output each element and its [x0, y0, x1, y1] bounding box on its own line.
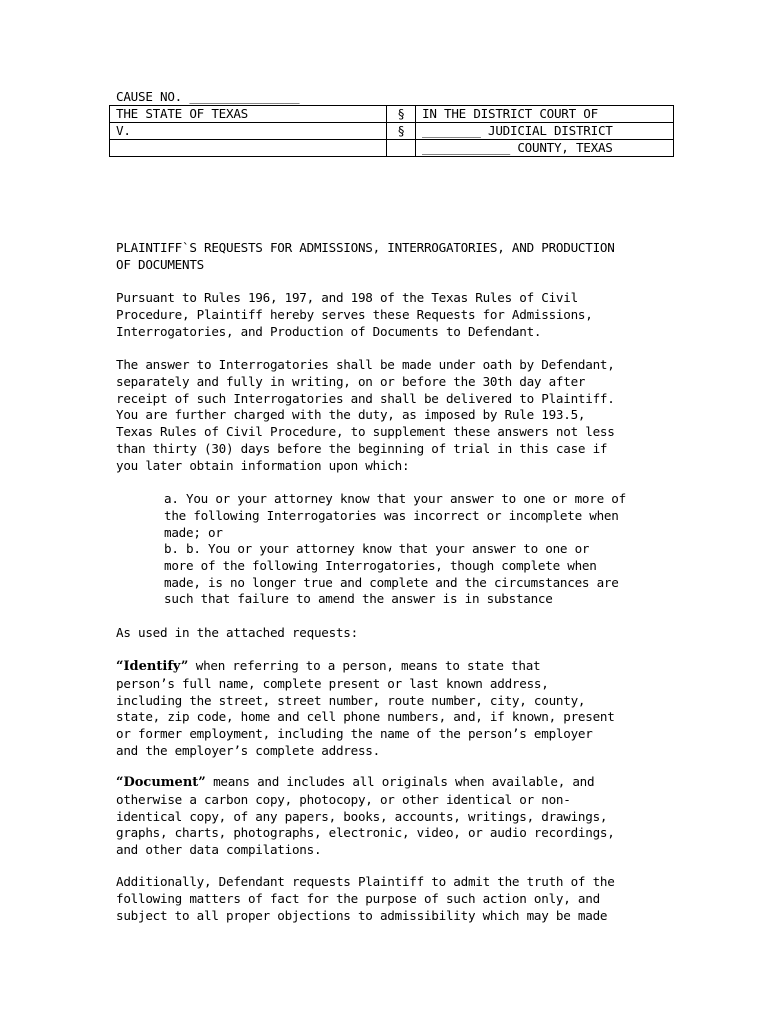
caption-row	[110, 140, 674, 157]
identify-definition	[116, 658, 676, 760]
caption-court-cell: ____________ COUNTY, TEXAS	[416, 140, 674, 157]
pursuant-paragraph-text: Pursuant to Rules 196, 197, and 198 of the Texas Rules of Civil Procedure, Plaintiff hereby serves these Requests for Admissions, Interrogatories, and Production of Documents to Defendant.	[116, 290, 593, 339]
caption-court-cell: IN THE DISTRICT COURT OF	[416, 106, 674, 123]
section-symbol: §	[387, 123, 416, 140]
caption-party-cell	[110, 140, 387, 157]
pursuant-paragraph	[116, 290, 676, 340]
caption-party-cell: V.	[110, 123, 387, 140]
identify-term: “Identify”	[116, 659, 189, 674]
as-used-paragraph	[116, 625, 676, 642]
document-definition	[116, 774, 676, 859]
cause-number-line: CAUSE NO. _______________	[116, 89, 300, 104]
section-symbol: §	[387, 106, 416, 123]
answer-paragraph	[116, 357, 676, 475]
document-definition-text: means and includes all originals when available, and otherwise a carbon copy, photocopy, or other identical or non- identical copy, of any papers, books, accounts, writings, drawings, graphs, charts, photographs, electronic, video, or audio recordings, and other data compilations.	[116, 774, 615, 858]
as-used-text: As used in the attached requests:	[116, 625, 358, 640]
caption-party-cell: THE STATE OF TEXAS	[110, 106, 387, 123]
additionally-paragraph-text: Additionally, Defendant requests Plaintiff to admit the truth of the following matters of fact for the purpose of such action only, and subject to all proper objections to admissibility which may be made	[116, 874, 615, 923]
answer-paragraph-text: The answer to Interrogatories shall be made under oath by Defendant, separately and fully in writing, on or before the 30th day after receipt of such Interrogatories and shall be delivered to Plaintiff. You are further charged with the duty, as imposed by Rule 193.5, Texas Rules of Civil Procedure, to supplement these answers not less than thirty (30) days before the beginning of trial in this case if you later obtain information upon which:	[116, 357, 615, 473]
caption-court-cell: ________ JUDICIAL DISTRICT	[416, 123, 674, 140]
list-item-a: a. You or your attorney know that your answer to one or more of the following Interrogatories was incorrect or incomplete when made; or	[164, 491, 626, 540]
caption-row	[110, 123, 674, 140]
section-symbol	[387, 140, 416, 157]
document-term: “Document”	[116, 775, 206, 790]
case-caption-table	[109, 105, 674, 157]
document-title-text: PLAINTIFF`S REQUESTS FOR ADMISSIONS, INTERROGATORIES, AND PRODUCTION OF DOCUMENTS	[116, 240, 615, 272]
identify-definition-text: when referring to a person, means to state that person’s full name, complete present or last known address, including the street, street number, route number, city, county, state, zip code, home and cell phone numbers, and, if known, present or former employment, including the name of the person’s employer and the employer’s complete address.	[116, 658, 615, 758]
list-item-b: b. b. You or your attorney know that your answer to one or more of the following Interrogatories, though complete when made, is no longer true and complete and the circumstances are such that failure to amend the answer is in substance	[164, 541, 619, 607]
document-title	[116, 240, 676, 274]
additionally-paragraph	[116, 874, 676, 924]
caption-row	[110, 106, 674, 123]
